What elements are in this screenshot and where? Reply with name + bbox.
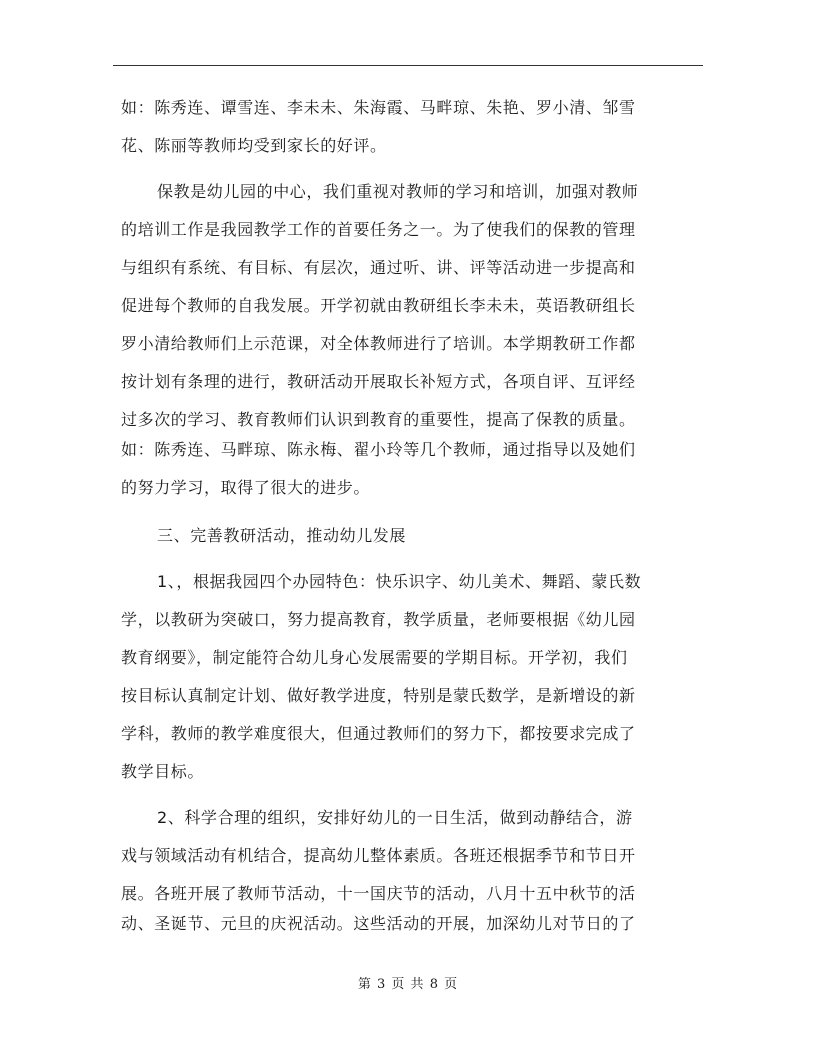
text-line: 如：陈秀连、谭雪连、李未未、朱海霞、马畔琼、朱艳、罗小清、邹雪 [121,98,636,117]
section-heading: 三、完善教研活动，推动幼儿发展 [157,526,407,545]
text-line: 动、圣诞节、元旦的庆祝活动。这些活动的开展，加深幼儿对节日的了 [121,914,636,933]
header-rule [113,65,703,66]
text-line: 的努力学习，取得了很大的进步。 [121,478,371,497]
text-line: 花、陈丽等教师均受到家长的好评。 [121,136,387,155]
text-line: 过多次的学习、教育教师们认识到教育的重要性，提高了保教的质量。 [121,410,636,429]
text-line: 如：陈秀连、马畔琼、陈永梅、翟小玲等几个教师，通过指导以及她们 [121,440,636,459]
text-line: 教学目标。 [121,762,205,781]
text-line: 展。各班开展了教师节活动，十一国庆节的活动，八月十五中秋节的活 [121,884,636,903]
text-line: 按计划有条理的进行，教研活动开展取长补短方式，各项自评、互评经 [121,372,636,391]
text-line: 按目标认真制定计划、做好教学进度，特别是蒙氏数学，是新增设的新 [121,686,636,705]
text-line: 保教是幼儿园的中心，我们重视对教师的学习和培训，加强对教师 [157,182,639,201]
text-line: 2、科学合理的组织，安排好幼儿的一日生活，做到动静结合，游 [157,808,633,827]
text-line: 教育纲要》，制定能符合幼儿身心发展需要的学期目标。开学初，我们 [121,648,628,667]
text-line: 罗小清给教师们上示范课，对全体教师进行了培训。本学期教研工作都 [121,334,636,353]
text-line: 的培训工作是我园教学工作的首要任务之一。为了使我们的保教的管理 [121,220,636,239]
text-line: 学，以教研为突破口，努力提高教育，教学质量，老师要根据《幼儿园 [121,610,636,629]
text-line: 与组织有系统、有目标、有层次，通过听、讲、评等活动进一步提高和 [121,258,636,277]
text-line: 学科，教师的教学难度很大，但通过教师们的努力下，都按要求完成了 [121,724,636,743]
text-line: 戏与领域活动有机结合，提高幼儿整体素质。各班还根据季节和节日开 [121,846,636,865]
page-footer: 第 3 页 共 8 页 [357,977,459,992]
text-line: 1、，根据我园四个办园特色：快乐识字、幼儿美术、舞蹈、蒙氏数 [157,572,642,591]
text-line: 促进每个教师的自我发展。开学初就由教研组长李未未，英语教研组长 [121,296,636,315]
